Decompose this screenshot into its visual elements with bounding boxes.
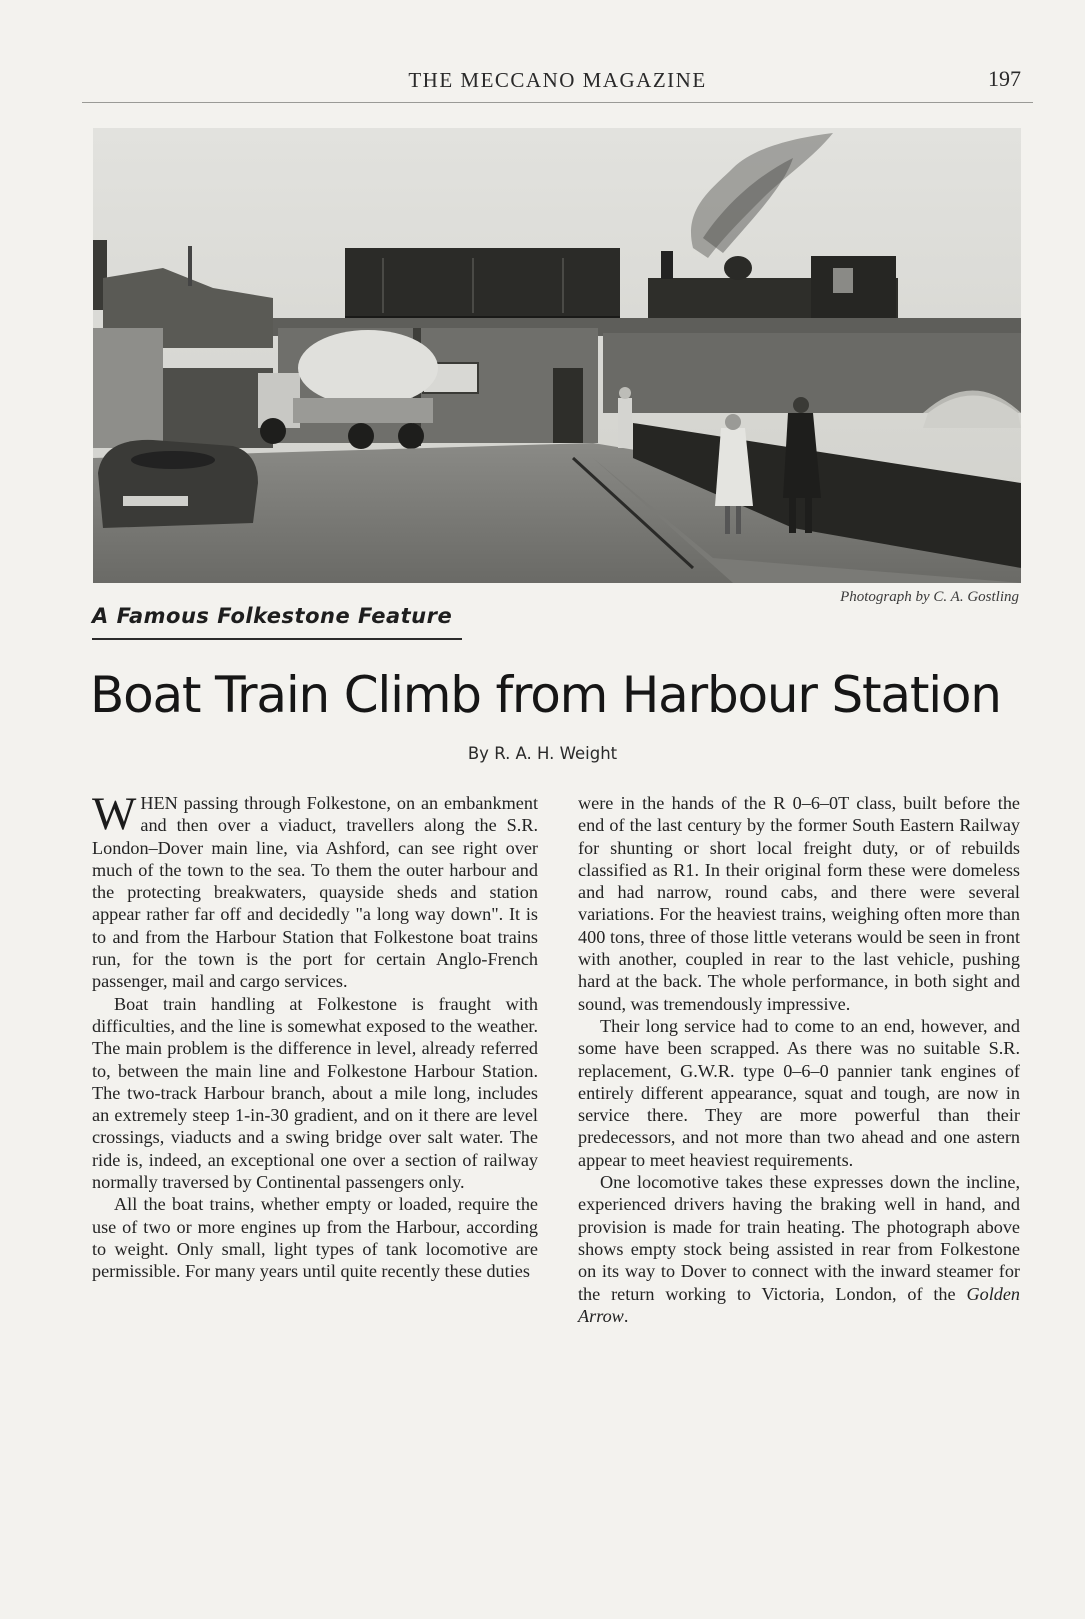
train-name: Golden Arrow (578, 1283, 1021, 1326)
paragraph: All the boat trains, whether empty or loaded, require the use of two or more engines up from the Harbour, according to weight. Only small, light types of tank locomotive are permissible. For many years until quite recently these duties (92, 1194, 538, 1282)
article-photograph (93, 128, 1021, 583)
paragraph: Boat train handling at Folkestone is fraught with difficulties, and the line is somewhat exposed to the weather. The main problem is the difference in level, already referred to, between the main line and Folkestone Harbour Station. The two-track Harbour branch, about a mile long, includes an extremely steep 1-in-30 gradient, and on it there are level crossings, viaducts and a swing bridge over salt water. The ride is, indeed, an exceptional one over a section of railway normally traversed by Continental passengers only. (92, 993, 538, 1193)
running-head (82, 62, 1033, 103)
paragraph-text: One locomotive takes these expresses down the incline, experienced drivers having the braking well in hand, and provision is made for train heating. The photograph above shows empty stock being assisted in rear from Folkestone on its way to Dover to connect with the inward steamer for the return working to Victoria, London, of the (578, 1172, 1020, 1304)
closing-punctuation: . (623, 1305, 629, 1326)
paragraph: Their long service had to come to an end, however, and some have been scrapped. As there was no suitable S.R. replacement, G.W.R. type 0–6–0 pannier tank engines of entirely different appearance, squat and tough, are now in service there. They are more powerful than their predecessors, and not more than two ahead and one astern appear to meet heaviest requirements. (578, 1015, 1020, 1170)
magazine-title: THE MECCANO MAGAZINE (408, 68, 707, 92)
article-column-right (578, 792, 1020, 1327)
paragraph: were in the hands of the R 0–6–0T class, built before the end of the last century by the former South Eastern Railway for shunting or short local freight duty, or of rebuilds classified as R1. In their original form these were domeless and had narrow, round cabs, and there were several variations. For the heaviest trains, weighing often more than 400 tons, three of those little veterans would be seen in front with another, coupled in rear to the last vehicle, pushing hard at the back. The whole performance, in both sight and sound, was tremendously impressive. (578, 793, 1020, 1014)
paragraph (578, 1171, 1020, 1327)
article-title: Boat Train Climb from Harbour Station (90, 666, 1001, 724)
photo-credit: Photograph by C. A. Gostling (840, 589, 1019, 605)
page-number: 197 (988, 66, 1021, 91)
kicker-text: A Famous Folkestone Feature (92, 604, 453, 628)
photograph-icon (93, 128, 1021, 583)
article-column-left (92, 788, 538, 1283)
paragraph (92, 788, 538, 993)
article-kicker (92, 604, 462, 640)
paragraph-text: HEN passing through Folkestone, on an embankment and then over a viaduct, travellers along the S.R. London–Dover main line, via Ashford, can see right over much of the town to the sea. To them the outer harbour and the protecting breakwaters, quayside sheds and station appear rather far off and decidedly "a long way down". It is to and from the Harbour Station that Folkestone boat trains run, for the town is the port for certain Anglo-French passenger, mail and cargo services. (92, 793, 538, 992)
drop-cap: W (92, 788, 137, 840)
article-byline: By R. A. H. Weight (467, 744, 618, 763)
